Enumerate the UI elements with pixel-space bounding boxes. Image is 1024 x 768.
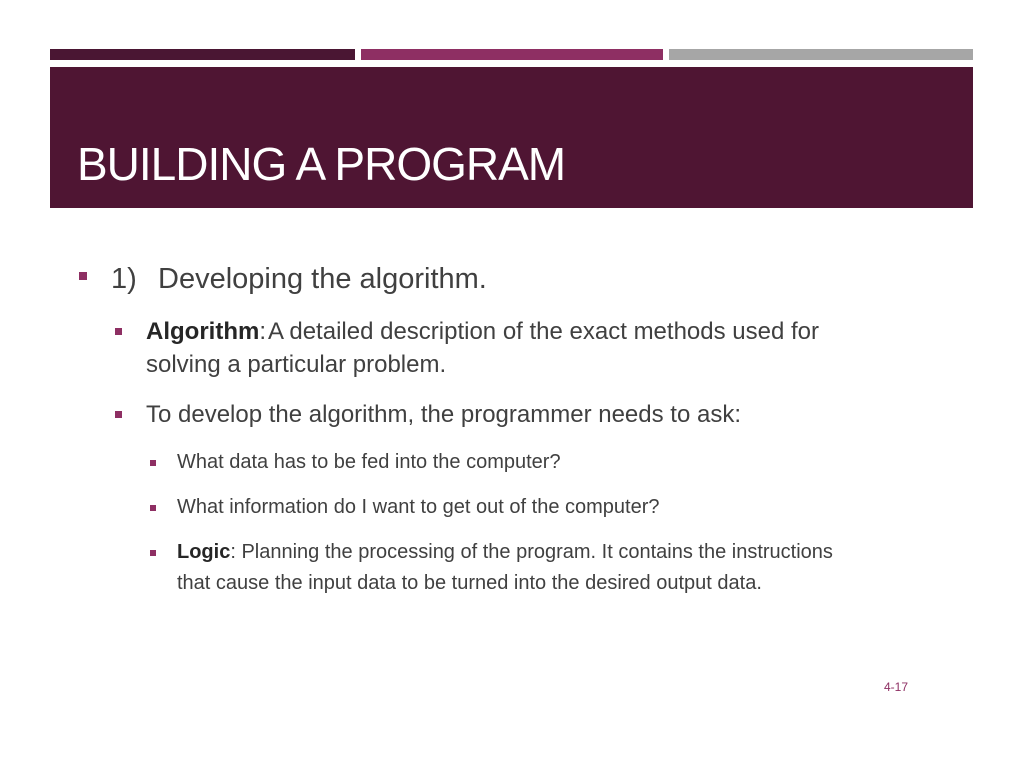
develop-text: To develop the algorithm, the programmer needs to ask: — [146, 401, 741, 428]
logic-definition — [177, 541, 833, 564]
bullet-square-icon — [150, 550, 156, 556]
algorithm-term: Algorithm — [146, 318, 260, 345]
step-text: Developing the algorithm. — [158, 263, 487, 295]
header-accent-bar-magenta — [361, 49, 663, 60]
bullet-square-icon — [150, 505, 156, 511]
logic-line2: that cause the input data to be turned into the desired output data. — [177, 572, 762, 594]
algorithm-sep: : — [259, 318, 266, 345]
logic-term: Logic — [177, 541, 231, 563]
step-number: 1) — [111, 263, 137, 295]
algorithm-line2: solving a particular problem. — [146, 351, 447, 378]
logic-line1: : Planning the processing of the program. It contains the instructions — [230, 541, 833, 563]
bullet-square-icon — [115, 328, 122, 335]
bullet-square-icon — [79, 272, 87, 280]
slide-title: BUILDING A PROGRAM — [77, 138, 566, 190]
algorithm-line1: A detailed description of the exact methods used for — [268, 318, 820, 345]
header-accent-bar-dark — [50, 49, 355, 60]
question-1: What data has to be fed into the computer? — [177, 451, 561, 473]
algorithm-definition — [146, 318, 819, 346]
question-2: What information do I want to get out of the computer? — [177, 496, 660, 518]
header-accent-bar-gray — [669, 49, 973, 60]
bullet-square-icon — [150, 460, 156, 466]
page-number: 4-17 — [884, 680, 909, 694]
bullet-square-icon — [115, 411, 122, 418]
